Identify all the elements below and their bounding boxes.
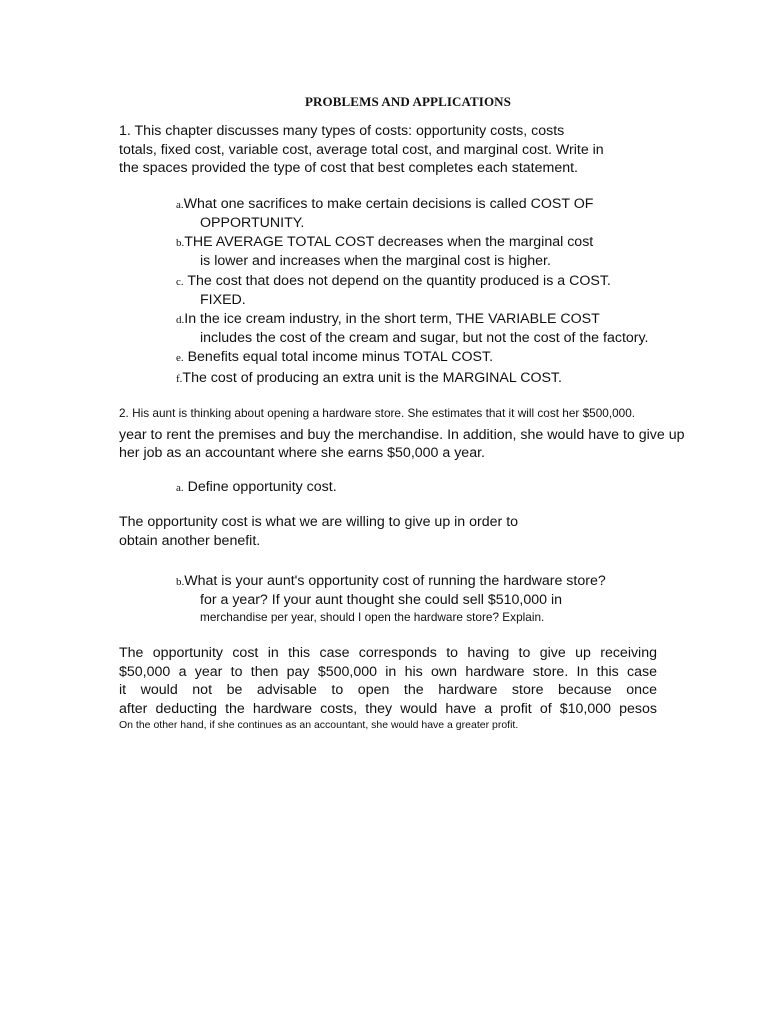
- item-text: The cost of producing an extra unit is the MARGINAL COST.: [182, 370, 562, 386]
- item-marker: a.: [176, 199, 184, 211]
- question-2-item-a: [176, 478, 688, 497]
- question-1-text: [119, 122, 649, 178]
- item-marker: b.: [176, 576, 185, 588]
- question-1-line: 1. This chapter discusses many types of costs: opportunity costs, costs: [119, 123, 565, 139]
- item-continuation: merchandise per year, should I open the hardware store? Explain.: [200, 610, 545, 624]
- question-1-item-c: [176, 272, 688, 309]
- item-marker: e.: [176, 352, 184, 364]
- item-text: What one sacrifices to make certain decisions is called COST OF: [183, 196, 594, 212]
- question-1-item-f: [176, 369, 688, 388]
- item-marker: d.: [176, 314, 185, 326]
- item-marker: f.: [176, 373, 183, 385]
- item-text: In the ice cream industry, in the short term, THE VARIABLE COST: [184, 311, 600, 327]
- answer-line: The opportunity cost in this case corresponds to having to give up receiving: [119, 645, 657, 661]
- item-continuation: OPPORTUNITY.: [200, 215, 305, 231]
- question-1-item-a: [176, 195, 688, 232]
- item-continuation: includes the cost of the cream and sugar, but not the cost of the factory.: [200, 330, 649, 346]
- item-text: Benefits equal total income minus TOTAL COST.: [183, 349, 494, 365]
- answer-b: [119, 644, 657, 732]
- answer-line: On the other hand, if she continues as an accountant, she would have a greater profit.: [119, 719, 519, 731]
- item-continuation: for a year? If your aunt thought she could sell $510,000 in: [200, 592, 563, 608]
- item-text: Define opportunity cost.: [183, 479, 337, 495]
- item-text: The cost that does not depend on the quantity produced is a COST.: [183, 273, 611, 289]
- question-1-line: totals, fixed cost, variable cost, average total cost, and marginal cost. Write in: [119, 141, 604, 158]
- question-2-item-b: [176, 572, 666, 625]
- question-1-item-d: [176, 310, 688, 347]
- question-1-line: the spaces provided the type of cost that best completes each statement.: [119, 160, 578, 176]
- answer-a: [119, 513, 649, 550]
- answer-line: $50,000 a year to then pay $500,000 in his own hardware store. In this case: [119, 663, 657, 680]
- question-2-text: [119, 404, 719, 463]
- answer-line: it would not be advisable to open the hardware store because once: [119, 682, 657, 698]
- question-2-line: 2. His aunt is thinking about opening a hardware store. She estimates that it will cost her $500,000.: [119, 406, 636, 420]
- question-1-item-b: [176, 233, 688, 270]
- item-marker: b.: [176, 237, 185, 249]
- question-2-line: her job as an accountant where she earns $50,000 a year.: [119, 445, 485, 461]
- question-2-line: year to rent the premises and buy the merchandise. In addition, she would have to give up: [119, 426, 685, 443]
- item-continuation: is lower and increases when the marginal cost is higher.: [200, 253, 551, 269]
- item-continuation: FIXED.: [200, 292, 246, 308]
- item-text: THE AVERAGE TOTAL COST decreases when the marginal cost: [184, 234, 594, 250]
- item-marker: c.: [176, 276, 184, 288]
- answer-line: The opportunity cost is what we are willing to give up in order to: [119, 514, 519, 530]
- question-1-item-e: [176, 348, 688, 367]
- answer-line: after deducting the hardware costs, they would have a profit of $10,000 pesos: [119, 700, 657, 717]
- item-marker: a.: [176, 482, 184, 494]
- answer-line: obtain another benefit.: [119, 532, 261, 549]
- item-text: What is your aunt's opportunity cost of running the hardware store?: [184, 573, 606, 589]
- page-title: PROBLEMS AND APPLICATIONS: [305, 94, 511, 109]
